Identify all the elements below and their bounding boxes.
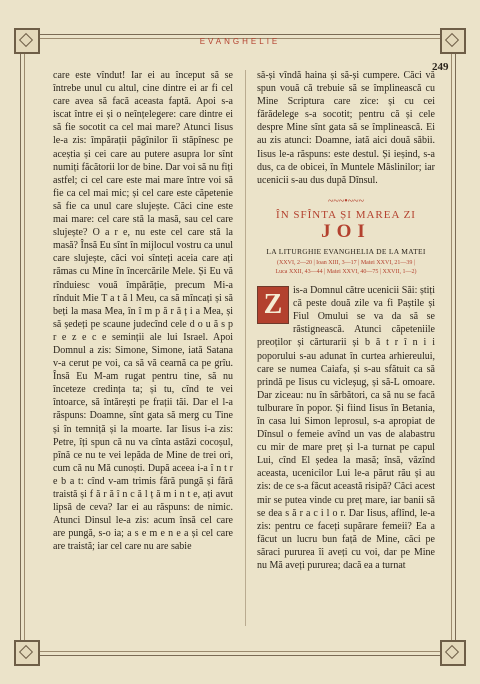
bottom-left-corner-ornament (14, 640, 40, 666)
page-number: 249 (432, 61, 449, 73)
section-ornament: ~~~•~~~ (328, 195, 364, 207)
running-title: EVANGHELIE (199, 37, 281, 46)
bottom-right-corner-ornament (440, 640, 466, 666)
right-column-text-bottom: is-a Domnul către ucenicii Săi: știți că peste două zile va fi Paștile și Fiul Omului se va da să se răstignească. Atunci căpeteniile preoților și cărturarii și b ă t r î n i i poporului s-au adunat în curtea arhiereului, care se numea Caiafa, și s-au sfătuit ca să prindă pe Iisus cu vicleșug, și să-L omoare. Dar ziceau: nu în sărbători, ca să nu se facă tulburare în popor. Și fiind Iisus în Betania, în casa lui Simon leprosul, s-a apropiat de Dînsul o femeie avînd un vas de alabastru cu mir de mare preț și l-a turnat pe capul Lui, cînd El ședea la masă; însă, văzînd aceasta, ucenicilor Lui le-a părut rău și au zis: de ce s-a făcut această risipă? Căci acest mir se putea vinde cu preț mare, iar banii să se dea s ă r a c i l o r. Dar Iisus, aflînd, le-a zis: pentru ce faceți supărare femeii? Ea a făcut un lucru bun față de Mine, căci pe săraci pururea îi aveți cu voi, dar pe Mine nu Mă aveți pururea; dacă ea a turnat (257, 285, 435, 571)
scripture-references-line-2: Luca XXII, 43—44 | Matei XXVI, 40—75 | XXVII, 1—2) (275, 269, 417, 276)
column-divider (245, 70, 246, 626)
right-text-column (257, 69, 435, 572)
illuminated-initial: Z (257, 286, 289, 324)
left-text-column (53, 69, 233, 553)
section-day-heading: JOI (321, 220, 371, 242)
right-column-text-top: să-și vîndă haina și să-și cumpere. Căci vă spun vouă că trebuie să se împlinească cu Mine Scriptura care zice: și cu cei fărădelege s-a socotit; pentru că și cele despre Mine sînt gata să se împlinească. Ei au zis atunci: Doamne, iată aici două săbii. Iisus le-a răspuns: este destul. Și ieșind, s-a dus, ca de obicei, în Muntele Măslinilor; iar ucenicii s-au dus după Dînsul. (257, 70, 435, 186)
section-title: ÎN SFÎNTA ȘI MAREA ZI (276, 208, 416, 221)
liturgy-heading: LA LITURGHIE EVANGHELIA DE LA MATEI (266, 246, 426, 256)
left-column-text: care este vîndut! Iar ei au început să se întrebe unul cu altul, cine dintre ei ar fi cel care avea să facă aceasta faptă. Apoi s-a iscat între ei și o neînțelegere: care dintre ei să fie socotit ca cel mai mare? Atunci Iisus le-a zis: împărații păgînilor îi stăpînesc pe aceștia și cei care au putere asupra lor sînt numiți făcătorii lor de bine. Dar voi să nu fiți astfel; ci cel care este mai mare între voi să fie ca cel mai mic; și cel care este căpetenie să fie ca unul care slujește. Căci cine este mai mare: cel care stă la masă, sau cel care slujește? O a r e, nu este cel care stă la masă? Însă Eu sînt în mijlocul vostru ca unul care slujește, căci voi sînteți aceia care ați rămas cu Mine în încercările Mele. Și Eu vă rînduiesc vouă împărăție, precum Mi-a rînduit Mie T a t ă l Meu, ca să mîncați și să beți la masa Mea, în î m p ă r ă ț i a Mea, și să ședeți pe scaune judecînd cele d o u ă s p r e z e c e seminții ale lui Israel. Apoi Domnul a zis: Simone, Simone, iată Satana v-a cerut pe voi, ca să vă cearnă ca pe grîu. Însă Eu M-am rugat pentru tine, să nu înceteze credința ta; și tu, cînd te vei întoarce, să întărești pe frații tăi. Dar el l-a răspuns: Doamne, sînt gata să merg cu Tine și în temniță și la moarte. Iar Iisus i-a zis: Petre, îți spun că nu va cînta astăzi cocoșul, pînă ce nu te vei lepăda de Mine de trei ori, cum că nu Mă cunoști. După aceea i-a î n t r e b a t: cînd v-am trimis fără pungă și fără traistă și f ă r ă î n c ă l ț ă m i n t e, ați avut lipsă de ceva? Iar ei au răspuns: de nimic. Atunci Dinsul le-a zis: acum însă cel care are pungă, s-o ia; a s e m e n e a și cel care are traistă; iar cel care nu are sabie (53, 70, 233, 553)
gospel-reading (257, 284, 435, 572)
scripture-references-line-1: (XXVI, 2—20 | Ioan XIII, 3—17 | Matei XXVI, 21—39 | (276, 260, 416, 267)
